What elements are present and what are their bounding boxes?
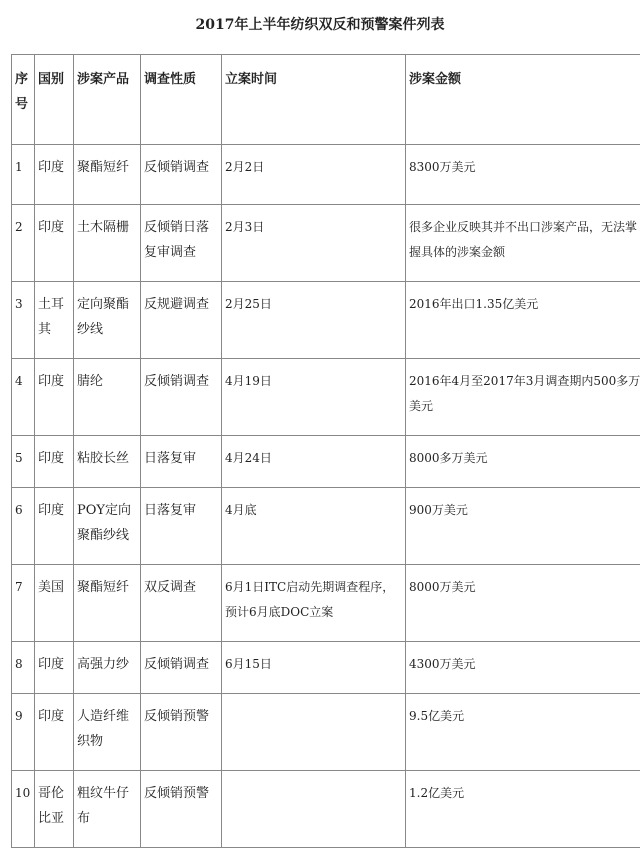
- row-date: 6月15日: [222, 642, 406, 694]
- row-country: 印度: [35, 436, 74, 488]
- row-nature: 日落复审: [141, 436, 222, 488]
- row-nature: 日落复审: [141, 488, 222, 565]
- row-nature: 反倾销调查: [141, 359, 222, 436]
- row-nature: 反倾销日落复审调查: [141, 205, 222, 282]
- row-date: [222, 694, 406, 771]
- row-date: 6月1日ITC启动先期调查程序，预计6月底DOC立案: [222, 565, 406, 642]
- table-row: [12, 642, 640, 694]
- row-nature: 反倾销预警: [141, 694, 222, 771]
- row-number: 6: [12, 488, 35, 565]
- row-number: 8: [12, 642, 35, 694]
- row-date: 4月底: [222, 488, 406, 565]
- row-amount: 8000多万美元: [406, 436, 640, 488]
- row-country: 哥伦比亚: [35, 771, 74, 848]
- row-number: 5: [12, 436, 35, 488]
- row-nature: 双反调查: [141, 565, 222, 642]
- row-nature: 反倾销调查: [141, 145, 222, 205]
- row-nature: 反倾销预警: [141, 771, 222, 848]
- row-product: 粗纹牛仔布: [74, 771, 141, 848]
- table-row: [12, 694, 640, 771]
- row-number: 1: [12, 145, 35, 205]
- row-date: 2月3日: [222, 205, 406, 282]
- row-country: 土耳其: [35, 282, 74, 359]
- row-amount: 9.5亿美元: [406, 694, 640, 771]
- header-product: 涉案产品: [74, 55, 141, 145]
- table-row: [12, 359, 640, 436]
- row-product: 粘胶长丝: [74, 436, 141, 488]
- table-row: [12, 205, 640, 282]
- row-number: 4: [12, 359, 35, 436]
- row-product: 土木隔栅: [74, 205, 141, 282]
- row-date: 4月19日: [222, 359, 406, 436]
- row-amount: 4300万美元: [406, 642, 640, 694]
- row-number: 7: [12, 565, 35, 642]
- table-row: [12, 771, 640, 848]
- row-number: 9: [12, 694, 35, 771]
- table-row: [12, 282, 640, 359]
- row-country: 印度: [35, 205, 74, 282]
- table-title: 2017年上半年纺织双反和预警案件列表: [0, 14, 640, 34]
- row-amount: 2016年出口1.35亿美元: [406, 282, 640, 359]
- row-amount: 8300万美元: [406, 145, 640, 205]
- row-country: 印度: [35, 642, 74, 694]
- header-country: 国别: [35, 55, 74, 145]
- row-product: 高强力纱: [74, 642, 141, 694]
- row-country: 印度: [35, 488, 74, 565]
- row-product: 腈纶: [74, 359, 141, 436]
- row-country: 美国: [35, 565, 74, 642]
- row-number: 3: [12, 282, 35, 359]
- header-nature: 调查性质: [141, 55, 222, 145]
- row-number: 2: [12, 205, 35, 282]
- row-product: 定向聚酯纱线: [74, 282, 141, 359]
- row-date: [222, 771, 406, 848]
- row-amount: 8000万美元: [406, 565, 640, 642]
- header-no: 序号: [12, 55, 35, 145]
- table-row: [12, 565, 640, 642]
- row-amount: 900万美元: [406, 488, 640, 565]
- cases-table: [11, 54, 640, 848]
- row-country: 印度: [35, 145, 74, 205]
- row-country: 印度: [35, 694, 74, 771]
- row-amount: 2016年4月至2017年3月调查期内500多万美元: [406, 359, 640, 436]
- row-product: 人造纤维织物: [74, 694, 141, 771]
- row-amount: 1.2亿美元: [406, 771, 640, 848]
- header-row: [12, 55, 640, 145]
- row-date: 4月24日: [222, 436, 406, 488]
- table-row: [12, 488, 640, 565]
- row-nature: 反规避调查: [141, 282, 222, 359]
- row-product: POY定向聚酯纱线: [74, 488, 141, 565]
- row-amount: 很多企业反映其并不出口涉案产品，无法掌握具体的涉案金额: [406, 205, 640, 282]
- header-date: 立案时间: [222, 55, 406, 145]
- table-row: [12, 145, 640, 205]
- table-row: [12, 436, 640, 488]
- row-country: 印度: [35, 359, 74, 436]
- row-product: 聚酯短纤: [74, 565, 141, 642]
- row-nature: 反倾销调查: [141, 642, 222, 694]
- row-date: 2月25日: [222, 282, 406, 359]
- row-number: 10: [12, 771, 35, 848]
- row-date: 2月2日: [222, 145, 406, 205]
- header-amount: 涉案金额: [406, 55, 640, 145]
- row-product: 聚酯短纤: [74, 145, 141, 205]
